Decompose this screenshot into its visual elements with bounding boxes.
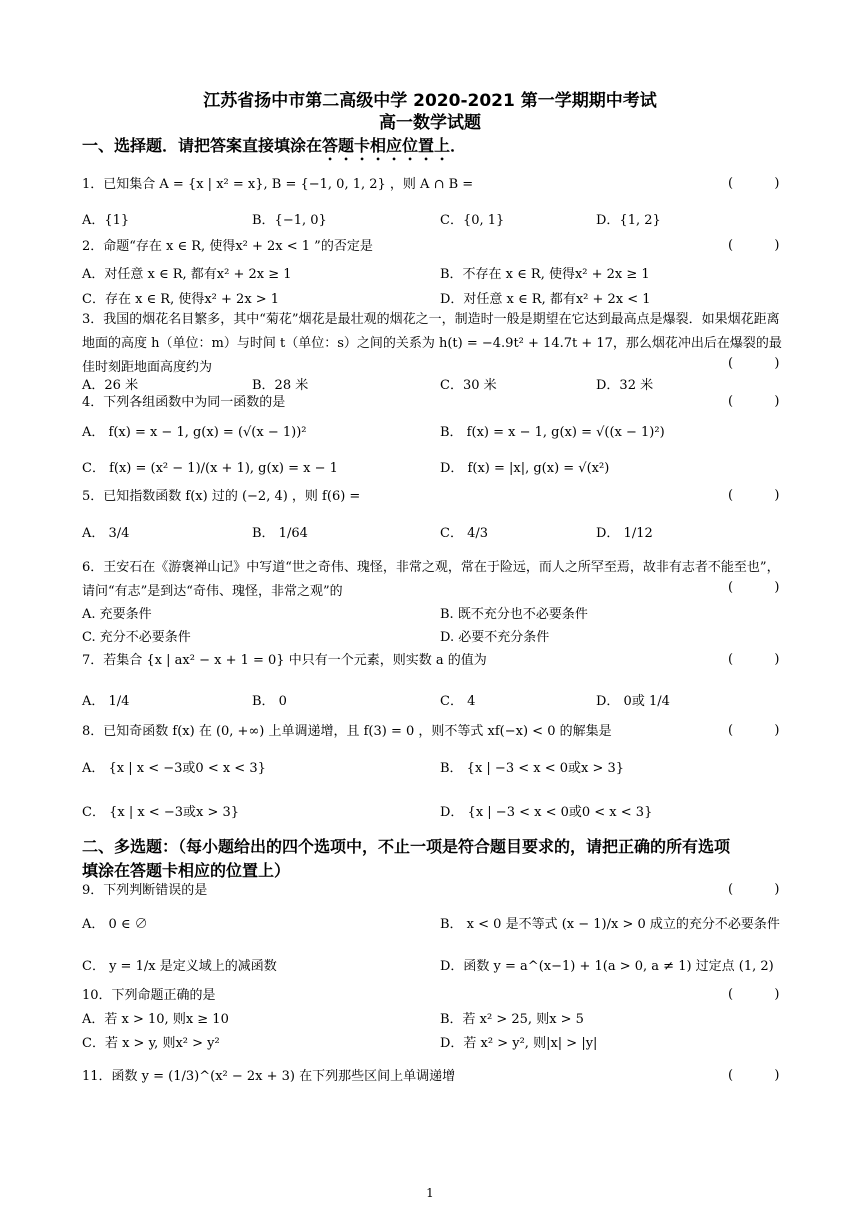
section-1-suffix: ．	[450, 136, 467, 155]
section-1-prefix: 一、选择题．请把答案直接填涂在	[82, 136, 323, 155]
question-7-option-d: D． 0或 1/4	[596, 694, 670, 709]
question-6-option-a: A. 充要条件	[82, 607, 152, 622]
question-5-option-c: C． 4/3	[440, 526, 489, 541]
answer-paren: ( )	[728, 1068, 780, 1083]
section-1-heading	[82, 133, 466, 164]
answer-paren: ( )	[728, 356, 780, 371]
answer-paren: ( )	[728, 238, 780, 253]
question-5-option-d: D． 1/12	[596, 526, 653, 541]
question-8-option-a: A． {x | x < −3或0 < x < 3}	[82, 761, 266, 776]
question-7-option-b: B． 0	[252, 694, 287, 709]
question-6-stem: 6．王安石在《游褒禅山记》中写道“世之奇伟、瑰怪，非常之观，常在于险远，而人之所罕至焉，故非有志者不能至也”，请问“有志”是到达“奇伟、瑰怪，非常之观”的	[82, 560, 780, 599]
question-1-option-a: A．{1}	[82, 213, 130, 228]
question-3-option-b: B．28 米	[252, 378, 309, 393]
question-5-option-a: A． 3/4	[82, 526, 130, 541]
question-2-option-b: B．不存在 x ∈ R, 使得x² + 2x ≥ 1	[440, 267, 650, 282]
answer-paren: ( )	[728, 488, 780, 503]
question-11-stem: 11．函数 y = (1/3)^(x² − 2x + 3) 在下列那些区间上单调递增	[82, 1069, 456, 1084]
exam-title: 江苏省扬中市第二高级中学 2020-2021 第一学期期中考试	[203, 91, 657, 111]
question-8-option-d: D． {x | −3 < x < 0或0 < x < 3}	[440, 805, 653, 820]
answer-paren: ( )	[728, 652, 780, 667]
question-10-option-a: A．若 x > 10, 则x ≥ 10	[82, 1012, 229, 1027]
question-2-stem: 2．命题“存在 x ∈ R, 使得x² + 2x < 1 ”的否定是	[82, 239, 373, 254]
question-5-option-b: B． 1/64	[252, 526, 308, 541]
exam-subtitle: 高一数学试题	[379, 113, 481, 133]
question-1-stem: 1．已知集合 A = {x | x² = x}, B = {−1, 0, 1, 2} ，则 A ∩ B =	[82, 177, 474, 192]
question-6-option-d: D. 必要不充分条件	[440, 630, 550, 645]
answer-paren: ( )	[728, 723, 780, 738]
question-1-option-d: D．{1, 2}	[596, 213, 661, 228]
question-10-option-d: D．若 x² > y², 则|x| > |y|	[440, 1036, 598, 1051]
answer-paren: ( )	[728, 176, 780, 191]
question-1-option-c: C．{0, 1}	[440, 213, 505, 228]
section-1-emphasis: 答题卡相应位置上	[322, 136, 451, 155]
question-7-option-a: A． 1/4	[82, 694, 130, 709]
question-3-stem: 3．我国的烟花名目繁多，其中“菊花”烟花是最壮观的烟花之一，制造时一般是期望在它达到最高点是爆裂．如果烟花距离地面的高度 h（单位：m）与时间 t（单位：s）之间的关系为 h(t) = −4.9t² + 14.7t + 17，那么烟花冲出后在爆裂的最佳时刻距地面高度约为	[82, 312, 782, 375]
question-4-option-b: B． f(x) = x − 1, g(x) = √((x − 1)²)	[440, 425, 665, 440]
question-4-stem: 4．下列各组函数中为同一函数的是	[82, 395, 286, 410]
answer-paren: ( )	[728, 882, 780, 897]
question-3-option-c: C．30 米	[440, 378, 497, 393]
question-9-option-a: A． 0 ∈ ∅	[82, 917, 148, 932]
section-2-heading-line2: 填涂在答题卡相应的位置上）	[82, 861, 291, 880]
section-2-heading-line1: 二、多选题：（每小题给出的四个选项中，不止一项是符合题目要求的，请把正确的所有选项	[82, 837, 731, 856]
question-3-option-d: D．32 米	[596, 378, 654, 393]
question-2-option-a: A．对任意 x ∈ R, 都有x² + 2x ≥ 1	[82, 267, 292, 282]
question-4-option-c: C． f(x) = (x² − 1)/(x + 1), g(x) = x − 1	[82, 461, 338, 476]
question-4-option-d: D． f(x) = |x|, g(x) = √(x²)	[440, 461, 610, 476]
question-6-option-b: B. 既不充分也不必要条件	[440, 607, 588, 622]
question-5-stem: 5．已知指数函数 f(x) 过的 (−2, 4) ，则 f(6) =	[82, 489, 361, 504]
answer-paren: ( )	[728, 394, 780, 409]
question-2-option-d: D．对任意 x ∈ R, 都有x² + 2x < 1	[440, 292, 651, 307]
question-2-option-c: C．存在 x ∈ R, 使得x² + 2x > 1	[82, 292, 280, 307]
page-number: 1	[426, 1186, 434, 1200]
question-10-option-c: C．若 x > y, 则x² > y²	[82, 1036, 220, 1051]
question-8-stem: 8．已知奇函数 f(x) 在 (0, +∞) 上单调递增，且 f(3) = 0 ，则不等式 xf(−x) < 0 的解集是	[82, 724, 612, 739]
question-6-option-c: C. 充分不必要条件	[82, 630, 191, 645]
question-9-stem: 9．下列判断错误的是	[82, 883, 208, 898]
question-10-option-b: B．若 x² > 25, 则x > 5	[440, 1012, 584, 1027]
question-9-option-b: B． x < 0 是不等式 (x − 1)/x > 0 成立的充分不必要条件	[440, 917, 780, 932]
question-4-option-a: A． f(x) = x − 1, g(x) = (√(x − 1))²	[82, 425, 307, 440]
answer-paren: ( )	[728, 580, 780, 595]
question-10-stem: 10．下列命题正确的是	[82, 988, 216, 1003]
question-8-option-b: B． {x | −3 < x < 0或x > 3}	[440, 761, 625, 776]
question-7-stem: 7．若集合 {x | ax² − x + 1 = 0} 中只有一个元素，则实数 a 的值为	[82, 653, 487, 668]
answer-paren: ( )	[728, 987, 780, 1002]
question-7-option-c: C． 4	[440, 694, 476, 709]
question-9-option-d: D．函数 y = a^(x−1) + 1(a > 0, a ≠ 1) 过定点 (1, 2)	[440, 959, 774, 974]
question-9-option-c: C． y = 1/x 是定义域上的减函数	[82, 959, 277, 974]
question-8-option-c: C． {x | x < −3或x > 3}	[82, 805, 240, 820]
question-1-option-b: B．{−1, 0}	[252, 213, 327, 228]
question-3-option-a: A．26 米	[82, 378, 139, 393]
